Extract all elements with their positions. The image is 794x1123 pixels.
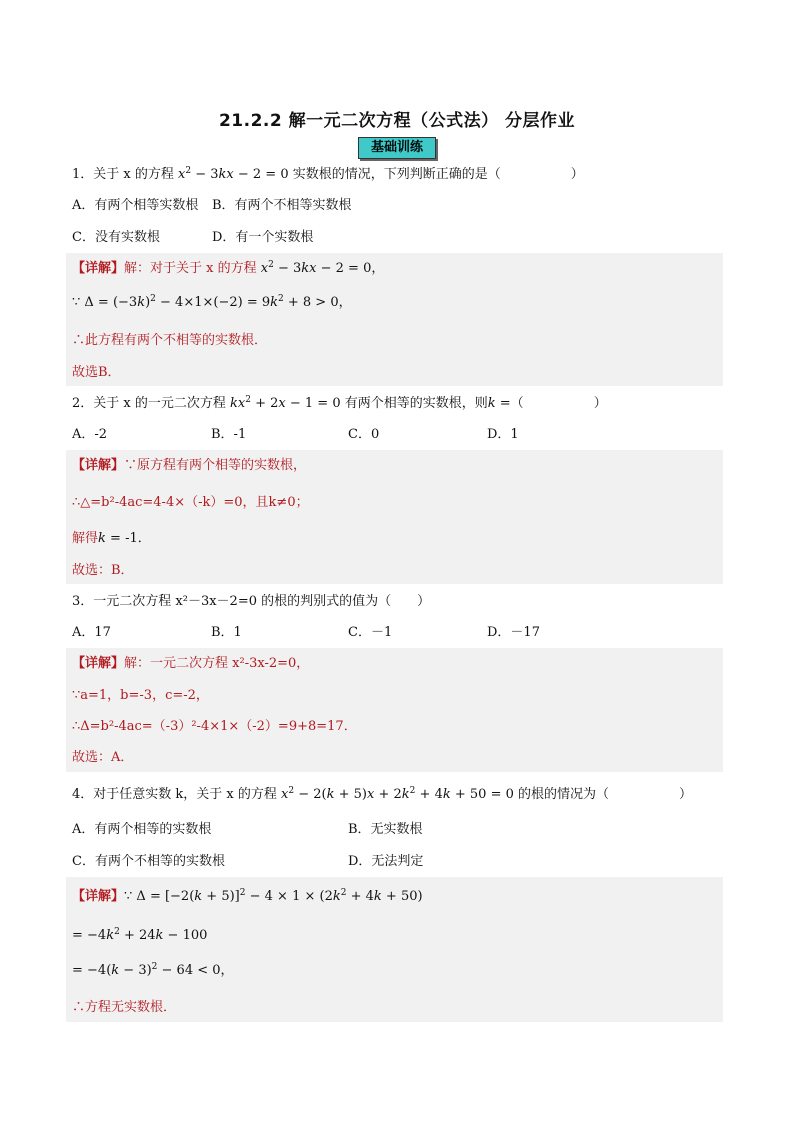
question-2-option-b[interactable]: B．-1 bbox=[211, 427, 247, 442]
question-2-solution-line-3 bbox=[72, 530, 151, 548]
question-1-stem-suffix: 实数根的情况，下列判断正确的是（ bbox=[292, 167, 501, 182]
question-1-solution-line-2 bbox=[72, 294, 352, 312]
solution-lead: 【详解】 bbox=[72, 656, 125, 671]
question-1-solution-line-1 bbox=[72, 260, 384, 278]
solution-lead: 【详解】 bbox=[72, 261, 125, 276]
question-1-option-b[interactable]: B．有两个不相等实数根 bbox=[212, 198, 352, 213]
question-1-option-c[interactable]: C．没有实数根 bbox=[72, 230, 160, 245]
question-2-option-d[interactable]: D．1 bbox=[487, 427, 519, 442]
solution-text: 解得 bbox=[72, 531, 99, 546]
discriminant-expression: ∵ $\Delta = (-3k)^2 - 4\times 1\times(-2) = 9k^2 + 8 > 0$， bbox=[72, 294, 352, 310]
question-2-close: ） bbox=[593, 396, 607, 411]
question-3-answer: 故选：A． bbox=[72, 750, 134, 765]
page-title: 21.2.2 解一元二次方程（公式法） 分层作业 bbox=[218, 111, 576, 131]
question-2-stem bbox=[72, 395, 607, 413]
question-1-stem-prefix: 1．关于 x 的方程 bbox=[72, 167, 174, 182]
question-2-k-equals: k =（ bbox=[487, 396, 524, 411]
question-3-solution-line-1 bbox=[72, 655, 309, 673]
solution-equation: $x^2 - 3kx - 2 = 0$， bbox=[260, 260, 385, 276]
question-2-solution-line-2: ∴△=b²-4ac=4-4×（-k）=0，且k≠0； bbox=[72, 495, 309, 510]
question-4-solution-line-3 bbox=[72, 962, 234, 980]
question-4-solution-line-1 bbox=[72, 888, 423, 906]
question-3-option-b[interactable]: B．1 bbox=[211, 625, 242, 640]
solution-lead: 【详解】 bbox=[72, 458, 125, 473]
question-3-option-d[interactable]: D．－17 bbox=[487, 625, 540, 640]
question-4-stem-suffix: 的根的情况为（ bbox=[518, 787, 610, 802]
question-2-stem-suffix: 有两个相等的实数根，则 bbox=[344, 396, 488, 411]
question-2-equation: $kx^2 + 2x - 1 = 0$ bbox=[230, 395, 341, 411]
question-1-solution-line-3: ∴此方程有两个不相等的实数根． bbox=[72, 333, 268, 348]
question-4-solution-line-2 bbox=[72, 927, 207, 945]
question-2-stem-prefix: 2．关于 x 的一元二次方程 bbox=[72, 396, 226, 411]
question-4-close: ） bbox=[679, 787, 693, 802]
question-2-option-c[interactable]: C．0 bbox=[348, 427, 380, 442]
expanded-expression: = $-4k^2 + 24k - 100$ bbox=[72, 927, 208, 943]
question-3-option-c[interactable]: C．－1 bbox=[348, 625, 393, 640]
question-4-equation: $x^2 - 2(k + 5)x + 2k^2 + 4k + 50 = 0$ bbox=[281, 786, 514, 802]
question-3-close: ） bbox=[417, 594, 431, 609]
question-4-option-b[interactable]: B．无实数根 bbox=[348, 822, 423, 837]
question-2-option-a[interactable]: A．-2 bbox=[72, 427, 108, 442]
question-4-stem-prefix: 4．对于任意实数 k，关于 x 的方程 bbox=[72, 787, 277, 802]
question-4-option-d[interactable]: D．无法判定 bbox=[348, 854, 424, 869]
question-4-solution-line-4: ∴方程无实数根． bbox=[72, 1000, 177, 1015]
solution-text: 解：一元二次方程 x²-3x-2=0， bbox=[124, 656, 310, 671]
question-2-answer: 故选：B． bbox=[72, 563, 134, 578]
section-badge: 基础训练 bbox=[358, 137, 436, 159]
question-3-solution-line-2: ∵a=1，b=-3，c=-2， bbox=[72, 688, 209, 703]
solution-lead: 【详解】 bbox=[72, 889, 125, 904]
question-1-equation: $x^2 - 3kx - 2 = 0$ bbox=[178, 166, 289, 182]
question-4-option-c[interactable]: C．有两个不相等的实数根 bbox=[72, 854, 225, 869]
solution-text: ∵原方程有两个相等的实数根， bbox=[124, 458, 307, 473]
question-3-stem-text: 3．一元二次方程 x²－3x－2=0 的根的判别式的值为（ bbox=[72, 594, 392, 609]
discriminant-expression: ∵ $\Delta = [-2(k + 5)]^2 - 4 \times 1 \times (2k^2 + 4k + 50)$ bbox=[124, 888, 423, 904]
question-3-option-a[interactable]: A．17 bbox=[72, 625, 111, 640]
question-1-stem bbox=[72, 166, 584, 184]
solution-result: k = -1． bbox=[98, 531, 151, 546]
question-1-answer: 故选B． bbox=[72, 365, 121, 380]
question-2-solution-line-1 bbox=[72, 457, 306, 475]
question-3-stem bbox=[72, 593, 430, 611]
question-1-option-d[interactable]: D．有一个实数根 bbox=[212, 230, 314, 245]
question-3-solution-line-3: ∴Δ=b²-4ac=（-3）²-4×1×（-2）=9+8=17． bbox=[72, 719, 357, 734]
question-4-option-a[interactable]: A．有两个相等的实数根 bbox=[72, 822, 212, 837]
question-1-option-a[interactable]: A．有两个相等实数根 bbox=[72, 198, 199, 213]
completed-square-expression: = $-4(k - 3)^2 - 64 < 0$， bbox=[72, 962, 234, 978]
question-4-stem bbox=[72, 786, 692, 804]
solution-text: 解：对于关于 x 的方程 bbox=[124, 261, 257, 276]
question-1-close: ） bbox=[570, 167, 584, 182]
